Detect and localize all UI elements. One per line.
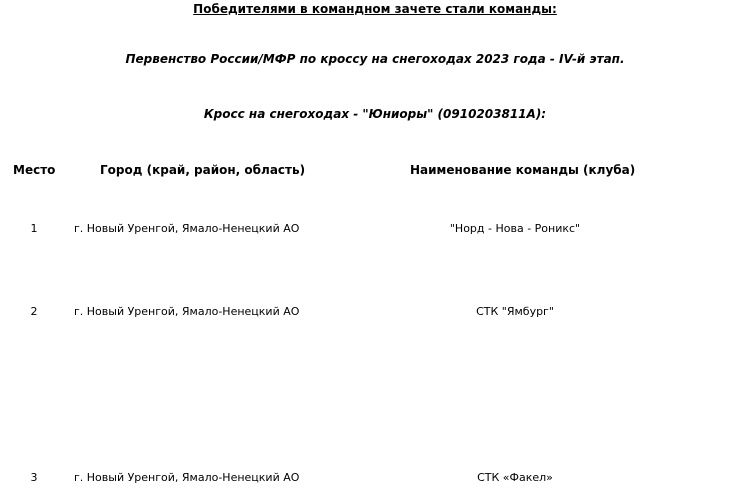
column-header-place: Место [13,163,56,177]
column-header-team: Наименование команды (клуба) [410,163,636,177]
table-row-team: СТК «Факел» [477,471,553,484]
table-row-team: СТК "Ямбург" [476,305,554,318]
table-row-city: г. Новый Уренгой, Ямало-Ненецкий АО [74,222,300,235]
table-row-place: 3 [30,471,38,484]
table-row-city: г. Новый Уренгой, Ямало-Ненецкий АО [74,471,300,484]
column-header-city: Город (край, район, область) [100,163,306,177]
class-title: Кросс на снегоходах - "Юниоры" (0910203811А): [203,107,547,121]
table-row-city: г. Новый Уренгой, Ямало-Ненецкий АО [74,305,300,318]
event-title: Первенство России/МФР по кроссу на снегоходах 2023 года - IV-й этап. [125,52,625,66]
table-row-team: "Норд - Нова - Роникс" [449,222,581,235]
table-row-place: 1 [30,222,38,235]
page-title: Победителями в командном зачете стали команды: [193,2,557,16]
table-row-place: 2 [30,305,38,318]
